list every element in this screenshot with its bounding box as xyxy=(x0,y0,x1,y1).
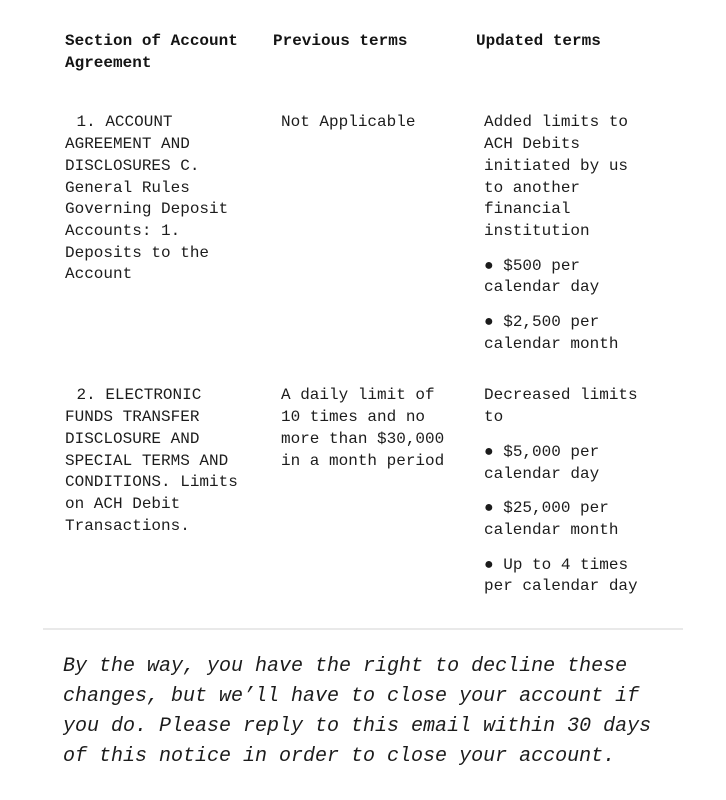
updated-terms-bullet xyxy=(484,442,648,485)
updated-terms-intro: Decreased limits to xyxy=(484,386,638,427)
table-row xyxy=(65,112,726,355)
updated-terms-cell-row1 xyxy=(484,112,648,355)
bullet-icon: ● xyxy=(484,442,494,461)
bullet-text: $25,000 per calendar month xyxy=(484,499,619,539)
previous-terms-cell-row1: Not Applicable xyxy=(281,113,416,132)
closing-notice: By the way, you have the right to decline these changes, but we’ll have to close your account if you do. Please reply to this email within 30 days of this notice in order to close your account. xyxy=(63,655,652,769)
bullet-icon: ● xyxy=(484,499,494,518)
bullet-text: $2,500 per calendar month xyxy=(484,313,619,353)
previous-terms-cell-row2: A daily limit of 10 times and no more than $30,000 in a month period xyxy=(281,386,445,470)
bullet-icon: ● xyxy=(484,313,494,332)
updated-terms-bullet xyxy=(484,555,648,598)
bullet-text: Up to 4 times per calendar day xyxy=(484,555,638,596)
updated-terms-intro: Added limits to ACH Debits initiated by us to another financial institution xyxy=(484,113,629,240)
updated-terms-bullet xyxy=(484,312,648,355)
updated-terms-bullet xyxy=(484,256,648,299)
table-header-row xyxy=(65,31,726,74)
bullet-text: $5,000 per calendar day xyxy=(484,442,600,483)
header-previous-terms: Previous terms xyxy=(273,32,408,50)
table-row xyxy=(65,385,726,598)
section-divider xyxy=(43,628,683,630)
bullet-text: $500 per calendar day xyxy=(484,256,600,297)
section-cell-row2: 2. ELECTRONIC FUNDS TRANSFER DISCLOSURE AND SPECIAL TERMS AND CONDITIONS. Limits on ACH Debit Transactions. xyxy=(65,386,238,535)
updated-terms-cell-row2 xyxy=(484,385,648,598)
header-section-of-account-agreement: Section of Account Agreement xyxy=(65,32,238,72)
updated-terms-bullet xyxy=(484,498,648,541)
header-updated-terms: Updated terms xyxy=(476,32,601,50)
bullet-icon: ● xyxy=(484,555,494,574)
section-cell-row1: 1. ACCOUNT AGREEMENT AND DISCLOSURES C. General Rules Governing Deposit Accounts: 1. Deposits to the Account xyxy=(65,113,229,284)
bullet-icon: ● xyxy=(484,256,494,275)
